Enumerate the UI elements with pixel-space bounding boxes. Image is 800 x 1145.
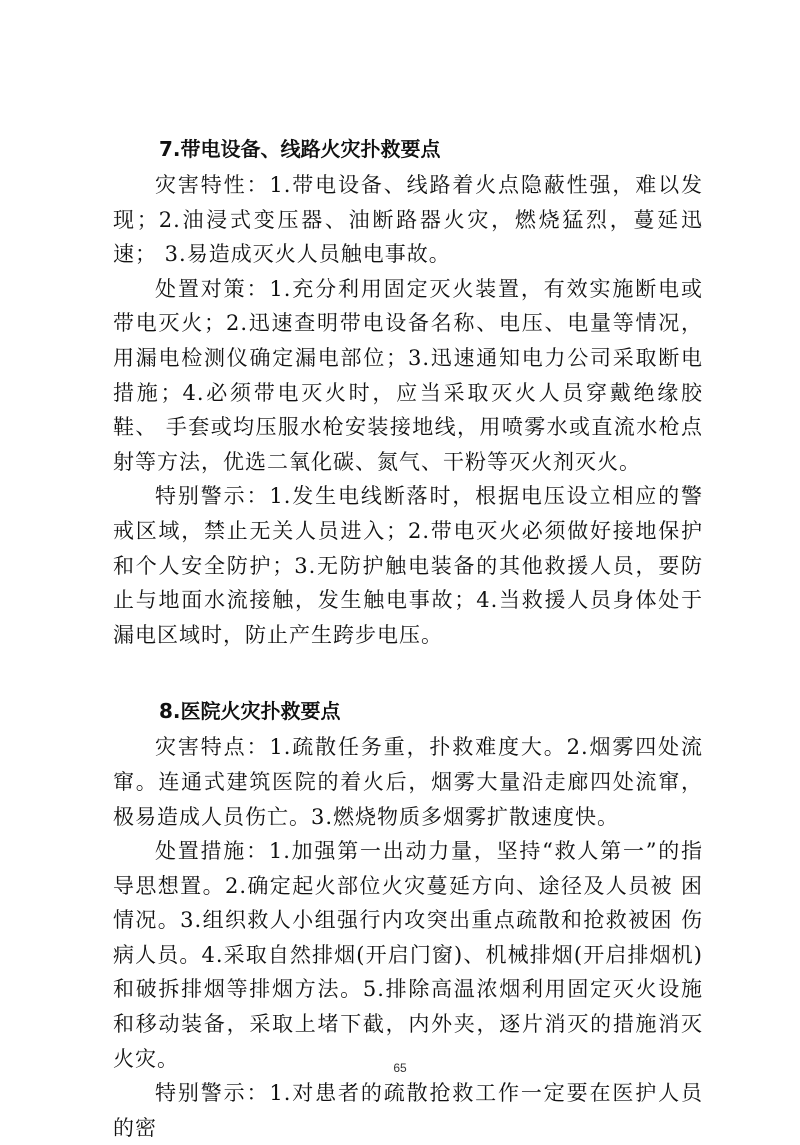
section-hospital-fire <box>113 692 703 1145</box>
hazard-characteristics-paragraph: 灾害特性：1.带电设备、线路着火点隐蔽性强，难以发现；2.油浸式变压器、油断路器火灾，燃烧猛烈，蔓延迅速； 3.易造成灭火人员触电事故。 <box>113 173 703 267</box>
section-heading: 7.带电设备、线路火灾扑救要点 <box>159 137 441 161</box>
section-heading: 8.医院火灾扑救要点 <box>159 699 341 724</box>
hazard-characteristics-paragraph: 灾害特点：1.疏散任务重，扑救难度大。2.烟雾四处流窜。连通式建筑医院的着火后，烟雾大量沿走廊四处流窜， 极易造成人员伤亡。3.燃烧物质多烟雾扩散速度快。 <box>113 735 703 829</box>
special-warning-paragraph: 特别警示：1.发生电线断落时，根据电压设立相应的警戒区域，禁止无关人员进入；2.带电灭火必须做好接地保护 和个人安全防护；3.无防护触电装备的其他救援人员，要防 止与地面水流接触，发生触电事故；4.当救援人员身体处于 漏电区域时，防止产生跨步电压。 <box>113 484 703 647</box>
section-spacer <box>113 652 703 692</box>
page-number: 65 <box>393 1061 407 1075</box>
section-electrical-fire <box>113 130 703 652</box>
response-measures-paragraph: 处置措施：1.加强第一出动力量，坚持“救人第一”的指导思想置。2.确定起火部位火灾蔓延方向、途径及人员被 困情况。3.组织救人小组强行内攻突出重点疏散和抢救被困 伤病人员。4.采取自然排烟(开启门窗)、机械排烟(开启排烟机)和破拆排烟等排烟方法。5.排除高温浓烟利用固定灭火设施和移动装备，采取上堵下截，内外夹，逐片消灭的措施消灭火灾。 <box>113 839 703 1071</box>
response-measures-paragraph: 处置对策：1.充分利用固定灭火装置，有效实施断电或带电灭火；2.迅速查明带电设备名称、电压、电量等情况， 用漏电检测仪确定漏电部位；3.迅速通知电力公司采取断电措施；4.必须带电灭火时，应当采取灭火人员穿戴绝缘胶鞋、 手套或均压服水枪安装接地线，用喷雾水或直流水枪点射等方法，优选二氧化碳、氮气、干粉等灭火剂灭火。 <box>113 276 703 474</box>
special-warning-paragraph: 特别警示：1.对患者的疏散抢救工作一定要在医护人员的密 <box>113 1081 703 1140</box>
document-page <box>113 130 703 1145</box>
